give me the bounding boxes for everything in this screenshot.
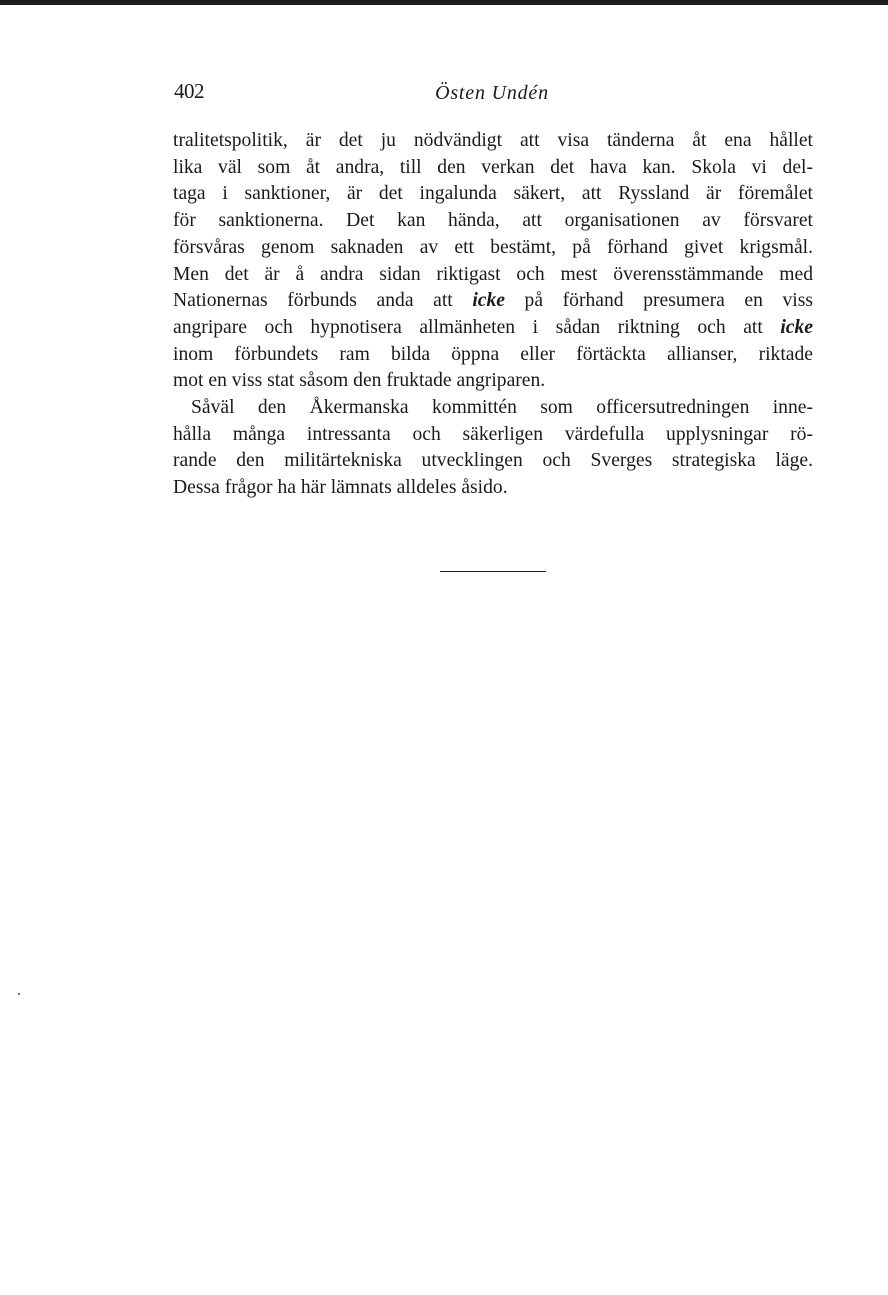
text-line bbox=[173, 422, 813, 449]
text-line bbox=[173, 448, 813, 475]
emphasis-icke: icke bbox=[472, 290, 505, 312]
text-line bbox=[173, 342, 813, 369]
text-line bbox=[173, 181, 813, 208]
text-run: Nationernas förbunds anda att bbox=[173, 290, 473, 312]
scan-speck bbox=[18, 993, 20, 995]
text-run: inom förbundets ram bilda öppna eller förtäckta allianser, riktade bbox=[173, 343, 813, 365]
text-run: Men det är å andra sidan riktigast och mest överensstämmande med bbox=[173, 263, 813, 285]
text-line bbox=[173, 235, 813, 262]
text-line bbox=[173, 368, 813, 395]
text-line bbox=[173, 288, 813, 315]
text-run: rande den militärtekniska utvecklingen och Sverges strategiska läge. bbox=[173, 450, 813, 472]
text-run: försvåras genom saknaden av ett bestämt, på förhand givet krigsmål. bbox=[173, 236, 813, 258]
text-run: Såväl den Åkermanska kommittén som officersutredningen inne- bbox=[191, 397, 813, 419]
body-text bbox=[173, 128, 813, 502]
text-run: angripare och hypnotisera allmänheten i sådan riktning och att bbox=[173, 316, 781, 338]
text-run: hålla många intressanta och säkerligen värdefulla upplysningar rö- bbox=[173, 423, 813, 445]
text-run: för sanktionerna. Det kan hända, att organisationen av försvaret bbox=[173, 210, 813, 232]
text-line bbox=[173, 262, 813, 289]
text-run: lika väl som åt andra, till den verkan det hava kan. Skola vi del- bbox=[173, 156, 813, 178]
running-head: Östen Undén bbox=[435, 82, 549, 104]
text-line bbox=[173, 208, 813, 235]
text-run: tralitetspolitik, är det ju nödvändigt att visa tänderna åt ena hållet bbox=[173, 130, 813, 151]
text-line bbox=[173, 395, 813, 422]
emphasis-icke: icke bbox=[780, 316, 813, 338]
text-line bbox=[173, 155, 813, 182]
scan-top-edge bbox=[0, 0, 888, 5]
section-end-rule bbox=[440, 571, 546, 572]
text-run: taga i sanktioner, är det ingalunda säkert, att Ryssland är föremålet bbox=[173, 183, 813, 205]
text-run: mot en viss stat såsom den fruktade angriparen. bbox=[173, 370, 546, 392]
page-number: 402 bbox=[174, 79, 204, 103]
text-line bbox=[173, 128, 813, 155]
text-line bbox=[173, 315, 813, 342]
text-line bbox=[173, 475, 813, 502]
text-run: på förhand presumera en viss bbox=[504, 290, 813, 312]
text-run: Dessa frågor ha här lämnats alldeles åsido. bbox=[173, 477, 508, 499]
